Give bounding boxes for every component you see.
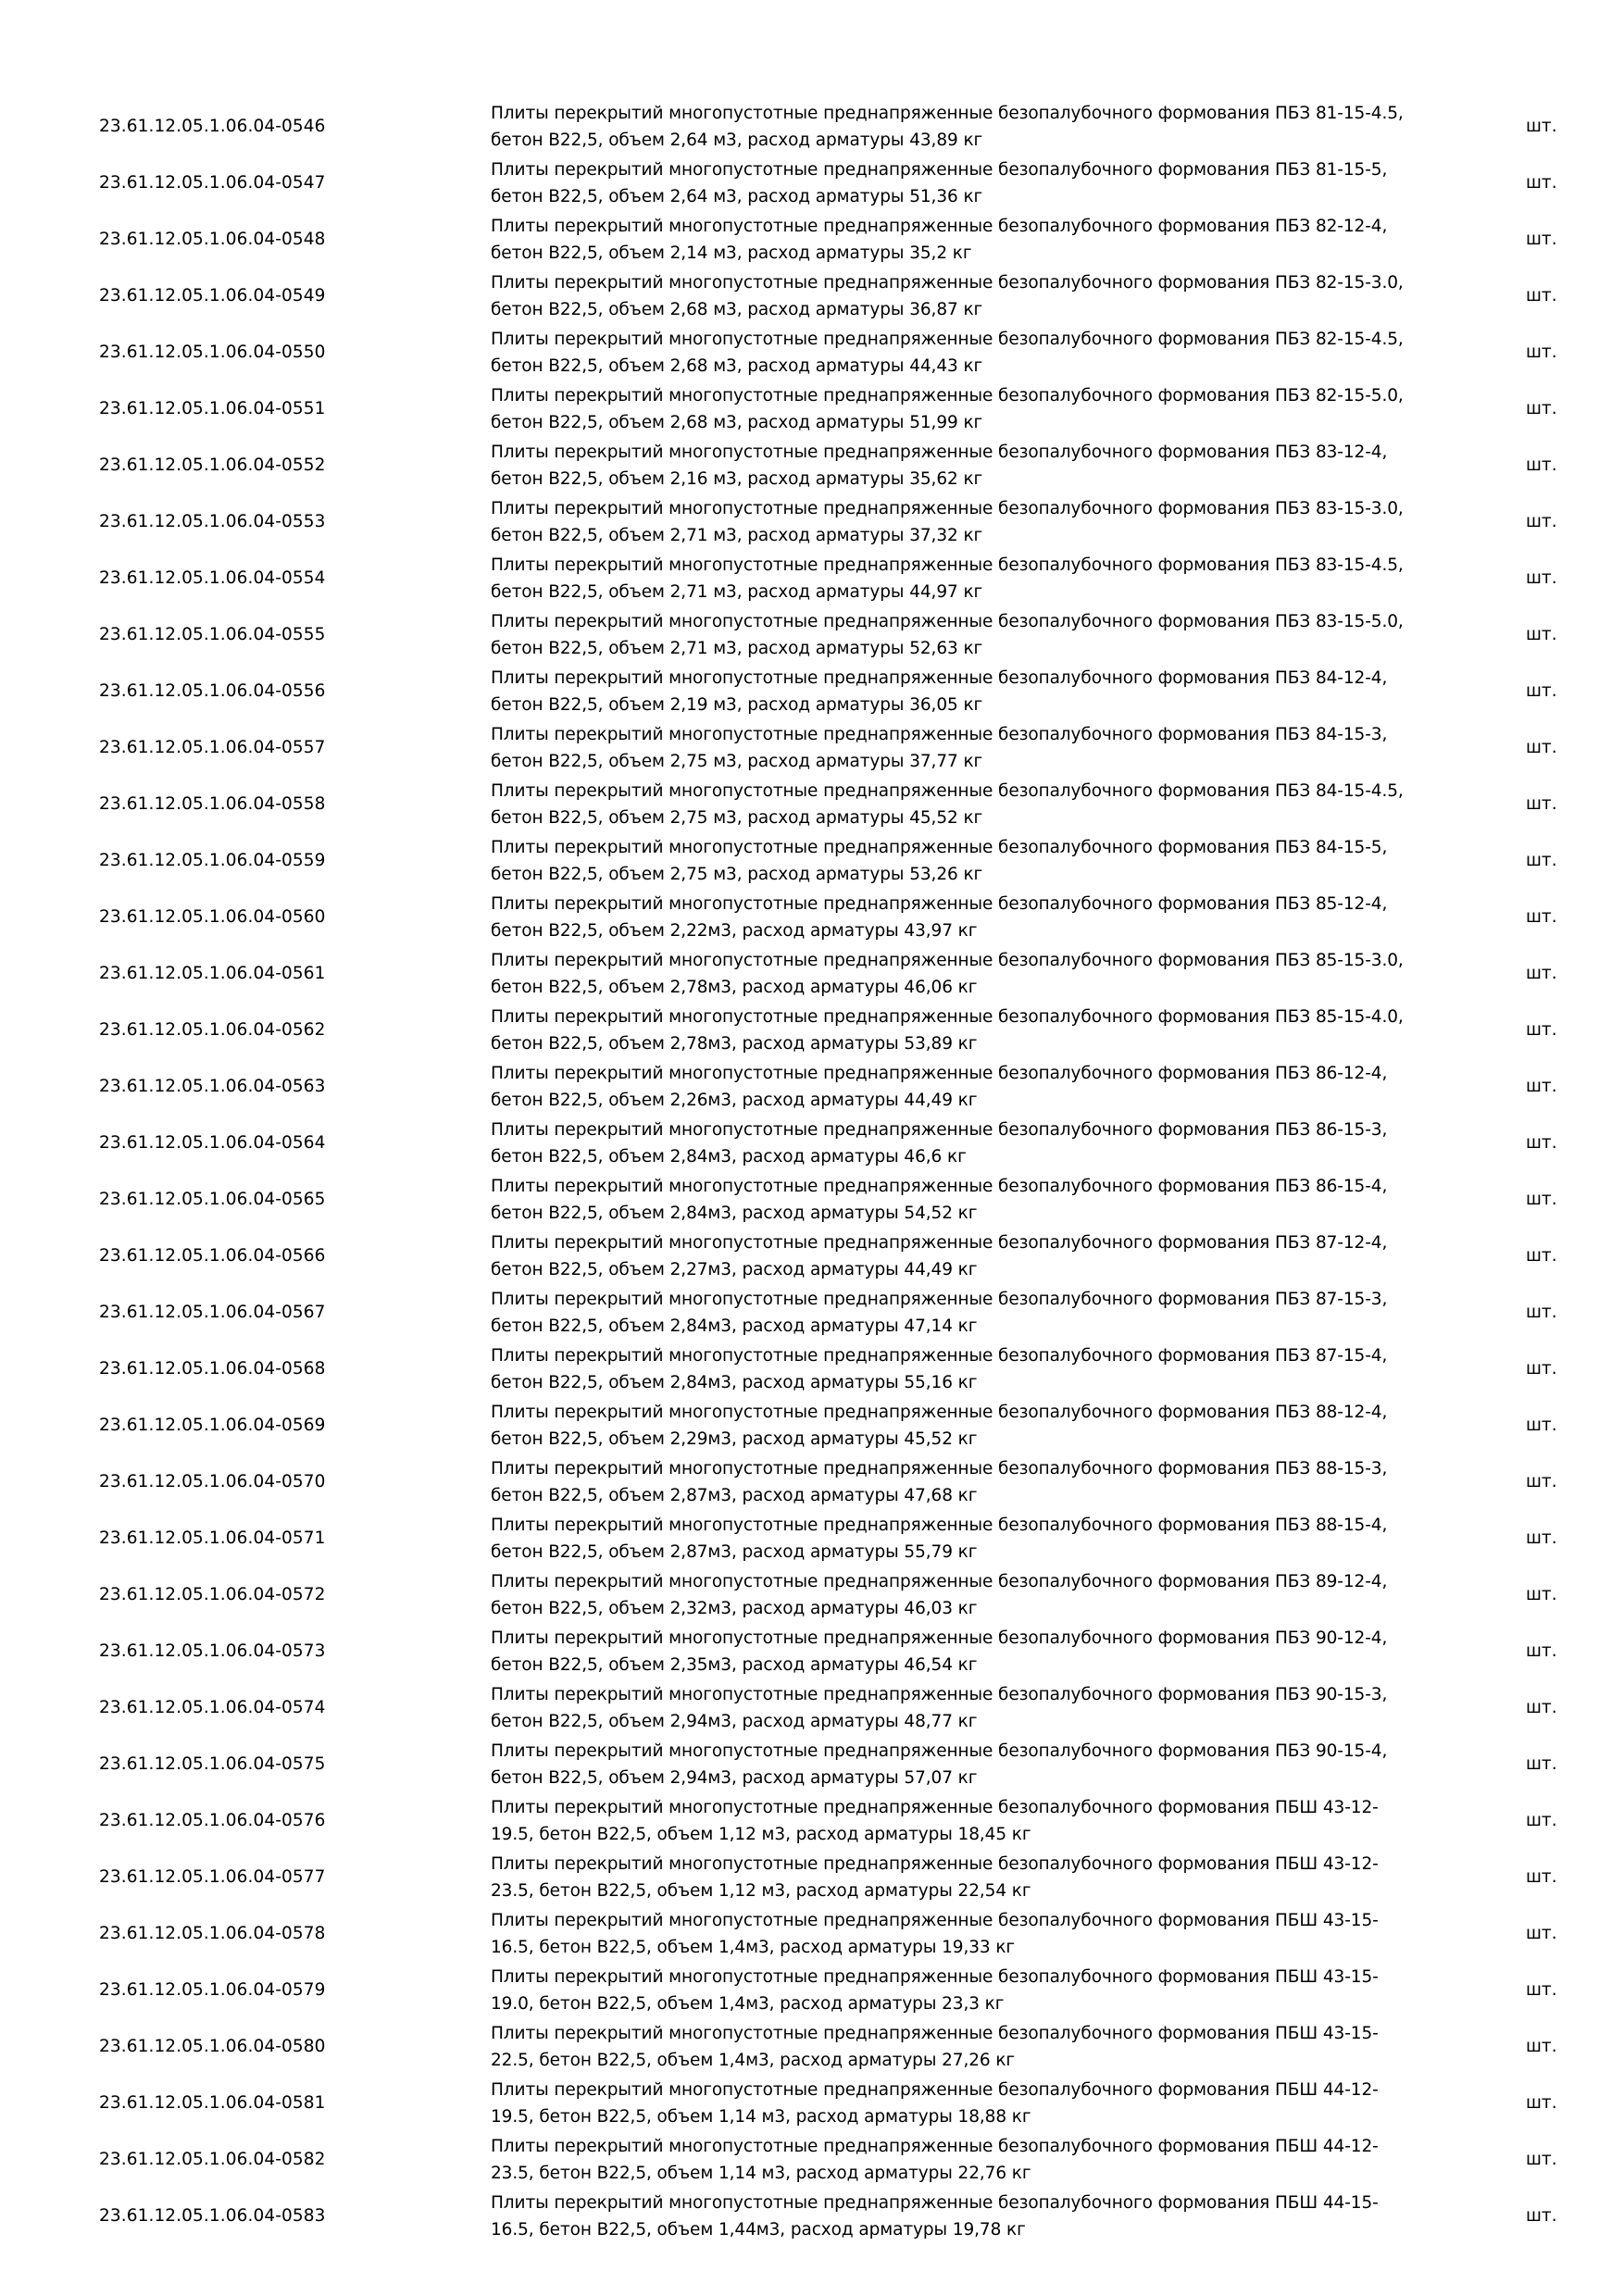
table-row: [0, 155, 1624, 211]
table-row: [0, 1510, 1624, 1566]
item-description-line: Плиты перекрытий многопустотные преднапряженные безопалубочного формования ПБШ 44-15-: [491, 2192, 1379, 2213]
item-code: 23.61.12.05.1.06.04-0547: [99, 173, 326, 193]
item-description-line: бетон В22,5, объем 2,29м3, расход арматуры 45,52 кг: [491, 1429, 978, 1449]
item-unit: шт.: [1526, 1980, 1557, 2000]
item-unit: шт.: [1526, 2206, 1557, 2226]
item-code: 23.61.12.05.1.06.04-0551: [99, 399, 326, 418]
table-row: [0, 663, 1624, 719]
item-code: 23.61.12.05.1.06.04-0555: [99, 625, 326, 644]
table-row: [0, 2018, 1624, 2075]
item-unit: шт.: [1526, 399, 1557, 418]
item-description-line: бетон В22,5, объем 2,78м3, расход арматуры 53,89 кг: [491, 1033, 978, 1054]
item-description: [491, 1623, 1463, 1679]
item-description-line: Плиты перекрытий многопустотные преднапряженные безопалубочного формования ПБЗ 88-15-3,: [491, 1458, 1388, 1479]
item-description-line: бетон В22,5, объем 2,75 м3, расход арматуры 53,26 кг: [491, 864, 983, 884]
table-row: [0, 1679, 1624, 1736]
item-description: [491, 1566, 1463, 1623]
table-row: [0, 1736, 1624, 1792]
table-row: [0, 437, 1624, 493]
item-unit: шт.: [1526, 2093, 1557, 2113]
item-code: 23.61.12.05.1.06.04-0568: [99, 1359, 326, 1379]
table-row: [0, 945, 1624, 1002]
item-description-line: Плиты перекрытий многопустотные преднапряженные безопалубочного формования ПБЗ 83-15-4.5,: [491, 555, 1404, 575]
item-unit: шт.: [1526, 1924, 1557, 1943]
item-code: 23.61.12.05.1.06.04-0563: [99, 1077, 326, 1096]
table-row: [0, 1623, 1624, 1679]
item-code: 23.61.12.05.1.06.04-0567: [99, 1303, 326, 1322]
item-unit: шт.: [1526, 625, 1557, 644]
item-description-line: бетон В22,5, объем 2,71 м3, расход арматуры 44,97 кг: [491, 581, 983, 602]
item-code: 23.61.12.05.1.06.04-0560: [99, 907, 326, 927]
item-description: [491, 663, 1463, 719]
item-description-line: бетон В22,5, объем 2,14 м3, расход арматуры 35,2 кг: [491, 243, 972, 263]
item-description-line: Плиты перекрытий многопустотные преднапряженные безопалубочного формования ПБЗ 88-15-4,: [491, 1515, 1388, 1535]
table-row: [0, 1171, 1624, 1228]
item-unit: шт.: [1526, 1246, 1557, 1266]
item-description: [491, 155, 1463, 211]
table-row: [0, 1849, 1624, 1905]
item-code: 23.61.12.05.1.06.04-0572: [99, 1585, 326, 1604]
item-description-line: Плиты перекрытий многопустотные преднапряженные безопалубочного формования ПБЗ 87-15-4,: [491, 1345, 1388, 1366]
item-code: 23.61.12.05.1.06.04-0578: [99, 1924, 326, 1943]
table-row: [0, 832, 1624, 889]
item-description-line: бетон В22,5, объем 2,75 м3, расход арматуры 45,52 кг: [491, 807, 983, 828]
item-description-line: Плиты перекрытий многопустотные преднапряженные безопалубочного формования ПБЗ 85-15-4.0,: [491, 1006, 1404, 1027]
item-unit: шт.: [1526, 2150, 1557, 2169]
item-description: [491, 324, 1463, 381]
item-unit: шт.: [1526, 1020, 1557, 1040]
table-row: [0, 550, 1624, 606]
item-code: 23.61.12.05.1.06.04-0580: [99, 2037, 326, 2056]
item-unit: шт.: [1526, 230, 1557, 249]
item-unit: шт.: [1526, 1529, 1557, 1548]
item-description-line: 19.5, бетон В22,5, объем 1,12 м3, расход арматуры 18,45 кг: [491, 1824, 1031, 1844]
item-unit: шт.: [1526, 1359, 1557, 1379]
item-code: 23.61.12.05.1.06.04-0569: [99, 1416, 326, 1435]
item-description-line: Плиты перекрытий многопустотные преднапряженные безопалубочного формования ПБЗ 82-15-5.0,: [491, 385, 1404, 406]
item-description: [491, 211, 1463, 268]
item-description: [491, 1284, 1463, 1341]
item-unit: шт.: [1526, 907, 1557, 927]
item-description-line: Плиты перекрытий многопустотные преднапряженные безопалубочного формования ПБЗ 81-15-5,: [491, 159, 1388, 180]
item-description-line: Плиты перекрытий многопустотные преднапряженные безопалубочного формования ПБЗ 90-15-3,: [491, 1684, 1388, 1704]
item-description-line: бетон В22,5, объем 2,84м3, расход арматуры 46,6 кг: [491, 1146, 967, 1167]
item-description-line: бетон В22,5, объем 2,35м3, расход арматуры 46,54 кг: [491, 1654, 978, 1675]
item-code: 23.61.12.05.1.06.04-0562: [99, 1020, 326, 1040]
item-code: 23.61.12.05.1.06.04-0554: [99, 568, 326, 588]
item-description-line: 19.0, бетон В22,5, объем 1,4м3, расход арматуры 23,3 кг: [491, 1993, 1005, 2014]
item-description-line: Плиты перекрытий многопустотные преднапряженные безопалубочного формования ПБЗ 84-15-5,: [491, 837, 1388, 857]
item-description-line: бетон В22,5, объем 2,84м3, расход арматуры 55,16 кг: [491, 1372, 978, 1392]
item-description: [491, 1171, 1463, 1228]
item-description-line: Плиты перекрытий многопустотные преднапряженные безопалубочного формования ПБШ 43-12-: [491, 1853, 1379, 1874]
item-description: [491, 2188, 1463, 2244]
item-description-line: Плиты перекрытий многопустотные преднапряженные безопалубочного формования ПБЗ 90-12-4,: [491, 1628, 1388, 1648]
item-unit: шт.: [1526, 1641, 1557, 1661]
item-description-line: бетон В22,5, объем 2,26м3, расход арматуры 44,49 кг: [491, 1090, 978, 1110]
table-row: [0, 2131, 1624, 2188]
item-code: 23.61.12.05.1.06.04-0553: [99, 512, 326, 531]
item-unit: шт.: [1526, 1416, 1557, 1435]
table-row: [0, 1115, 1624, 1171]
item-code: 23.61.12.05.1.06.04-0575: [99, 1754, 326, 1774]
item-description-line: Плиты перекрытий многопустотные преднапряженные безопалубочного формования ПБЗ 86-15-3,: [491, 1119, 1388, 1140]
item-description-line: бетон В22,5, объем 2,64 м3, расход арматуры 43,89 кг: [491, 130, 983, 150]
item-description-line: Плиты перекрытий многопустотные преднапряженные безопалубочного формования ПБЗ 83-12-4,: [491, 442, 1388, 462]
item-description-line: Плиты перекрытий многопустотные преднапряженные безопалубочного формования ПБЗ 89-12-4,: [491, 1571, 1388, 1591]
item-unit: шт.: [1526, 794, 1557, 814]
item-description-line: бетон В22,5, объем 2,75 м3, расход арматуры 37,77 кг: [491, 751, 983, 771]
item-description-line: Плиты перекрытий многопустотные преднапряженные безопалубочного формования ПБЗ 86-15-4,: [491, 1176, 1388, 1196]
item-description-line: Плиты перекрытий многопустотные преднапряженные безопалубочного формования ПБЗ 88-12-4,: [491, 1402, 1388, 1422]
item-description-line: бетон В22,5, объем 2,78м3, расход арматуры 46,06 кг: [491, 977, 978, 997]
item-unit: шт.: [1526, 1077, 1557, 1096]
table-row: [0, 1002, 1624, 1058]
item-description-line: бетон В22,5, объем 2,87м3, расход арматуры 47,68 кг: [491, 1485, 978, 1505]
item-code: 23.61.12.05.1.06.04-0571: [99, 1529, 326, 1548]
table-row: [0, 2188, 1624, 2244]
table-row: [0, 1284, 1624, 1341]
item-description-line: Плиты перекрытий многопустотные преднапряженные безопалубочного формования ПБЗ 83-15-3.0,: [491, 498, 1404, 518]
item-description: [491, 1792, 1463, 1849]
table-row: [0, 1058, 1624, 1115]
table-row: [0, 1341, 1624, 1397]
table-row: [0, 1905, 1624, 1962]
item-code: 23.61.12.05.1.06.04-0549: [99, 286, 326, 306]
item-unit: шт.: [1526, 1472, 1557, 1491]
item-description-line: Плиты перекрытий многопустотные преднапряженные безопалубочного формования ПБЗ 85-15-3.0,: [491, 950, 1404, 970]
item-description-line: 16.5, бетон В22,5, объем 1,44м3, расход арматуры 19,78 кг: [491, 2219, 1026, 2240]
item-description: [491, 1002, 1463, 1058]
item-description-line: Плиты перекрытий многопустотные преднапряженные безопалубочного формования ПБШ 44-12-: [491, 2079, 1379, 2100]
table-row: [0, 606, 1624, 663]
item-code: 23.61.12.05.1.06.04-0581: [99, 2093, 326, 2113]
item-description-line: Плиты перекрытий многопустотные преднапряженные безопалубочного формования ПБЗ 83-15-5.0,: [491, 611, 1404, 631]
item-description: [491, 1962, 1463, 2018]
item-description: [491, 550, 1463, 606]
table-row: [0, 1962, 1624, 2018]
item-unit: шт.: [1526, 343, 1557, 362]
item-description: [491, 1905, 1463, 1962]
item-description-line: Плиты перекрытий многопустотные преднапряженные безопалубочного формования ПБЗ 85-12-4,: [491, 893, 1388, 914]
item-unit: шт.: [1526, 851, 1557, 870]
item-description: [491, 2075, 1463, 2131]
table-row: [0, 1792, 1624, 1849]
item-description: [491, 776, 1463, 832]
item-description: [491, 268, 1463, 324]
item-code: 23.61.12.05.1.06.04-0557: [99, 738, 326, 757]
item-description: [491, 1058, 1463, 1115]
item-description: [491, 1228, 1463, 1284]
item-code: 23.61.12.05.1.06.04-0556: [99, 681, 326, 701]
item-description-line: Плиты перекрытий многопустотные преднапряженные безопалубочного формования ПБЗ 81-15-4.5,: [491, 103, 1404, 123]
item-description-line: Плиты перекрытий многопустотные преднапряженные безопалубочного формования ПБЗ 84-15-4.5,: [491, 780, 1404, 801]
item-description: [491, 1736, 1463, 1792]
item-unit: шт.: [1526, 286, 1557, 306]
item-code: 23.61.12.05.1.06.04-0558: [99, 794, 326, 814]
item-unit: шт.: [1526, 1811, 1557, 1830]
table-row: [0, 1454, 1624, 1510]
item-description-line: Плиты перекрытий многопустотные преднапряженные безопалубочного формования ПБЗ 87-12-4,: [491, 1232, 1388, 1253]
item-description-line: 22.5, бетон В22,5, объем 1,4м3, расход арматуры 27,26 кг: [491, 2050, 1016, 2070]
table-row: [0, 2075, 1624, 2131]
item-unit: шт.: [1526, 1585, 1557, 1604]
table-row: [0, 268, 1624, 324]
item-description: [491, 606, 1463, 663]
item-description: [491, 945, 1463, 1002]
item-code: 23.61.12.05.1.06.04-0579: [99, 1980, 326, 2000]
item-description: [491, 2131, 1463, 2188]
item-description-line: бетон В22,5, объем 2,71 м3, расход арматуры 52,63 кг: [491, 638, 983, 658]
item-unit: шт.: [1526, 964, 1557, 983]
item-code: 23.61.12.05.1.06.04-0548: [99, 230, 326, 249]
item-unit: шт.: [1526, 1867, 1557, 1887]
item-description: [491, 381, 1463, 437]
table-row: [0, 719, 1624, 776]
item-unit: шт.: [1526, 173, 1557, 193]
item-description: [491, 889, 1463, 945]
item-description-line: Плиты перекрытий многопустотные преднапряженные безопалубочного формования ПБЗ 87-15-3,: [491, 1289, 1388, 1309]
item-unit: шт.: [1526, 1190, 1557, 1209]
item-code: 23.61.12.05.1.06.04-0561: [99, 964, 326, 983]
item-description: [491, 832, 1463, 889]
item-description: [491, 98, 1463, 155]
item-description-line: бетон В22,5, объем 2,94м3, расход арматуры 57,07 кг: [491, 1767, 978, 1788]
item-unit: шт.: [1526, 738, 1557, 757]
table-row: [0, 776, 1624, 832]
item-unit: шт.: [1526, 568, 1557, 588]
item-unit: шт.: [1526, 455, 1557, 475]
item-description-line: Плиты перекрытий многопустотные преднапряженные безопалубочного формования ПБШ 43-12-: [491, 1797, 1379, 1817]
item-description-line: бетон В22,5, объем 2,16 м3, расход арматуры 35,62 кг: [491, 468, 983, 489]
item-description-line: Плиты перекрытий многопустотные преднапряженные безопалубочного формования ПБЗ 84-15-3,: [491, 724, 1388, 744]
table-row: [0, 889, 1624, 945]
item-unit: шт.: [1526, 1698, 1557, 1717]
item-description-line: бетон В22,5, объем 2,68 м3, расход арматуры 44,43 кг: [491, 356, 983, 376]
item-description-line: бетон В22,5, объем 2,71 м3, расход арматуры 37,32 кг: [491, 525, 983, 545]
table-row: [0, 1566, 1624, 1623]
item-unit: шт.: [1526, 681, 1557, 701]
item-description: [491, 1454, 1463, 1510]
item-unit: шт.: [1526, 512, 1557, 531]
item-description: [491, 1510, 1463, 1566]
item-description-line: Плиты перекрытий многопустотные преднапряженные безопалубочного формования ПБШ 43-15-: [491, 1910, 1379, 1930]
item-code: 23.61.12.05.1.06.04-0559: [99, 851, 326, 870]
item-code: 23.61.12.05.1.06.04-0576: [99, 1811, 326, 1830]
item-description: [491, 1397, 1463, 1454]
item-description-line: Плиты перекрытий многопустотные преднапряженные безопалубочного формования ПБШ 43-15-: [491, 2023, 1379, 2043]
item-code: 23.61.12.05.1.06.04-0552: [99, 455, 326, 475]
price-table: [0, 98, 1624, 2244]
table-row: [0, 381, 1624, 437]
table-row: [0, 324, 1624, 381]
item-description-line: бетон В22,5, объем 2,19 м3, расход арматуры 36,05 кг: [491, 694, 983, 715]
item-description-line: Плиты перекрытий многопустотные преднапряженные безопалубочного формования ПБЗ 86-12-4,: [491, 1063, 1388, 1083]
item-description-line: бетон В22,5, объем 2,94м3, расход арматуры 48,77 кг: [491, 1711, 978, 1731]
item-description-line: бетон В22,5, объем 2,87м3, расход арматуры 55,79 кг: [491, 1541, 978, 1562]
item-description-line: Плиты перекрытий многопустотные преднапряженные безопалубочного формования ПБЗ 82-15-3.0,: [491, 272, 1404, 293]
item-description-line: 16.5, бетон В22,5, объем 1,4м3, расход арматуры 19,33 кг: [491, 1937, 1016, 1957]
item-description-line: 19.5, бетон В22,5, объем 1,14 м3, расход арматуры 18,88 кг: [491, 2106, 1031, 2127]
item-unit: шт.: [1526, 1754, 1557, 1774]
item-description: [491, 1849, 1463, 1905]
item-code: 23.61.12.05.1.06.04-0566: [99, 1246, 326, 1266]
item-code: 23.61.12.05.1.06.04-0564: [99, 1133, 326, 1153]
item-description-line: бетон В22,5, объем 2,27м3, расход арматуры 44,49 кг: [491, 1259, 978, 1279]
item-code: 23.61.12.05.1.06.04-0577: [99, 1867, 326, 1887]
item-description-line: Плиты перекрытий многопустотные преднапряженные безопалубочного формования ПБШ 43-15-: [491, 1966, 1379, 1987]
item-description-line: Плиты перекрытий многопустотные преднапряженные безопалубочного формования ПБЗ 90-15-4,: [491, 1741, 1388, 1761]
table-row: [0, 1228, 1624, 1284]
table-row: [0, 493, 1624, 550]
item-description: [491, 719, 1463, 776]
table-row: [0, 98, 1624, 155]
item-description: [491, 437, 1463, 493]
item-code: 23.61.12.05.1.06.04-0574: [99, 1698, 326, 1717]
item-description-line: 23.5, бетон В22,5, объем 1,14 м3, расход арматуры 22,76 кг: [491, 2163, 1031, 2183]
item-description-line: бетон В22,5, объем 2,68 м3, расход арматуры 51,99 кг: [491, 412, 983, 432]
item-description-line: Плиты перекрытий многопустотные преднапряженные безопалубочного формования ПБШ 44-12-: [491, 2136, 1379, 2156]
item-code: 23.61.12.05.1.06.04-0565: [99, 1190, 326, 1209]
item-description: [491, 1115, 1463, 1171]
item-code: 23.61.12.05.1.06.04-0583: [99, 2206, 326, 2226]
item-description: [491, 1679, 1463, 1736]
item-description-line: бетон В22,5, объем 2,84м3, расход арматуры 47,14 кг: [491, 1316, 978, 1336]
item-unit: шт.: [1526, 117, 1557, 136]
item-code: 23.61.12.05.1.06.04-0546: [99, 117, 326, 136]
item-description-line: 23.5, бетон В22,5, объем 1,12 м3, расход арматуры 22,54 кг: [491, 1880, 1031, 1901]
item-code: 23.61.12.05.1.06.04-0582: [99, 2150, 326, 2169]
item-unit: шт.: [1526, 1303, 1557, 1322]
item-code: 23.61.12.05.1.06.04-0570: [99, 1472, 326, 1491]
item-code: 23.61.12.05.1.06.04-0573: [99, 1641, 326, 1661]
item-description-line: Плиты перекрытий многопустотные преднапряженные безопалубочного формования ПБЗ 82-12-4,: [491, 216, 1388, 236]
item-description-line: Плиты перекрытий многопустотные преднапряженные безопалубочного формования ПБЗ 82-15-4.5,: [491, 329, 1404, 349]
item-code: 23.61.12.05.1.06.04-0550: [99, 343, 326, 362]
table-row: [0, 211, 1624, 268]
item-unit: шт.: [1526, 1133, 1557, 1153]
item-description-line: Плиты перекрытий многопустотные преднапряженные безопалубочного формования ПБЗ 84-12-4,: [491, 668, 1388, 688]
item-description-line: бетон В22,5, объем 2,32м3, расход арматуры 46,03 кг: [491, 1598, 978, 1618]
item-description: [491, 1341, 1463, 1397]
item-description-line: бетон В22,5, объем 2,22м3, расход арматуры 43,97 кг: [491, 920, 978, 941]
item-description: [491, 2018, 1463, 2075]
item-unit: шт.: [1526, 2037, 1557, 2056]
item-description: [491, 493, 1463, 550]
table-row: [0, 1397, 1624, 1454]
item-description-line: бетон В22,5, объем 2,84м3, расход арматуры 54,52 кг: [491, 1203, 978, 1223]
item-description-line: бетон В22,5, объем 2,68 м3, расход арматуры 36,87 кг: [491, 299, 983, 319]
item-description-line: бетон В22,5, объем 2,64 м3, расход арматуры 51,36 кг: [491, 186, 983, 206]
